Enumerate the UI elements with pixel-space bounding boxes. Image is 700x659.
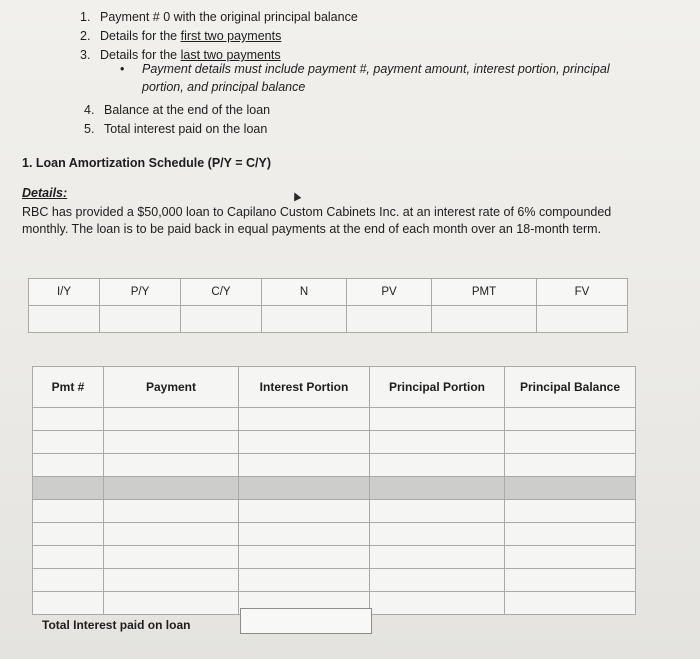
table-row (33, 500, 636, 523)
table-cell[interactable] (104, 500, 239, 523)
requirements-list-continued (84, 101, 270, 139)
mouse-cursor-icon (291, 191, 302, 202)
table-cell[interactable] (505, 500, 636, 523)
tvm-header-pv: PV (347, 279, 432, 306)
list-number: 3. (80, 48, 91, 62)
table-cell (33, 477, 104, 500)
header-principal-portion: Principal Portion (370, 367, 505, 408)
table-cell[interactable] (370, 431, 505, 454)
tvm-header-pmt: PMT (432, 279, 537, 306)
list-text-underlined: first two payments (180, 29, 282, 43)
table-cell[interactable] (239, 500, 370, 523)
tvm-header-py: P/Y (100, 279, 181, 306)
table-cell[interactable] (370, 592, 505, 615)
table-cell[interactable] (239, 569, 370, 592)
bullet-glyph: • (120, 62, 125, 76)
list-text-underlined: last two payments (180, 48, 281, 62)
table-cell[interactable] (104, 569, 239, 592)
tvm-header-n: N (262, 279, 347, 306)
table-cell[interactable] (104, 523, 239, 546)
header-pmt-number: Pmt # (33, 367, 104, 408)
list-number: 1. (80, 10, 91, 24)
list-text: Balance at the end of the loan (104, 103, 271, 117)
table-cell (104, 477, 239, 500)
total-interest-label: Total Interest paid on loan (42, 618, 191, 632)
table-cell[interactable] (33, 592, 104, 615)
table-cell[interactable] (239, 546, 370, 569)
list-number: 4. (84, 103, 95, 117)
table-cell[interactable] (505, 569, 636, 592)
table-row (33, 408, 636, 431)
tvm-cell-pv[interactable] (347, 306, 432, 333)
table-cell[interactable] (370, 500, 505, 523)
list-item (80, 8, 358, 27)
tvm-header-row (29, 279, 628, 306)
list-item (84, 120, 270, 139)
list-item (80, 27, 358, 46)
table-cell[interactable] (33, 431, 104, 454)
header-interest-portion: Interest Portion (239, 367, 370, 408)
table-cell[interactable] (505, 454, 636, 477)
table-cell (239, 477, 370, 500)
requirements-list (80, 8, 358, 65)
tvm-input-row (29, 306, 628, 333)
list-item (84, 101, 270, 120)
header-payment: Payment (104, 367, 239, 408)
amortization-header-row (33, 367, 636, 408)
table-cell[interactable] (104, 592, 239, 615)
table-cell[interactable] (104, 454, 239, 477)
table-cell[interactable] (505, 408, 636, 431)
list-text-prefix: Details for the (100, 29, 181, 43)
tvm-header-cy: C/Y (181, 279, 262, 306)
tvm-cell-py[interactable] (100, 306, 181, 333)
sub-bullet-item (120, 60, 640, 96)
table-cell[interactable] (505, 546, 636, 569)
table-cell (505, 477, 636, 500)
tvm-table (28, 278, 628, 333)
list-text-prefix: Details for the (100, 48, 181, 62)
table-cell[interactable] (33, 523, 104, 546)
sub-bullet-text: Payment details must include payment #, payment amount, interest portion, principal portion, and principal balance (142, 62, 610, 94)
table-cell[interactable] (370, 546, 505, 569)
details-text: RBC has provided a $50,000 loan to Capilano Custom Cabinets Inc. at an interest rate of 6% compounded monthly. The loan is to be paid back in equal payments at the end of each month over an 18-month term. (22, 205, 612, 236)
table-row (33, 523, 636, 546)
table-cell (370, 477, 505, 500)
table-cell[interactable] (33, 546, 104, 569)
table-row (33, 546, 636, 569)
list-number: 2. (80, 29, 91, 43)
table-cell[interactable] (505, 431, 636, 454)
table-cell[interactable] (104, 408, 239, 431)
table-cell[interactable] (33, 569, 104, 592)
details-label: Details: (22, 186, 68, 200)
table-row (33, 569, 636, 592)
table-cell[interactable] (505, 523, 636, 546)
table-cell[interactable] (33, 500, 104, 523)
section-title: 1. Loan Amortization Schedule (P/Y = C/Y) (22, 156, 271, 170)
list-text: Total interest paid on the loan (104, 122, 268, 136)
header-principal-balance: Principal Balance (505, 367, 636, 408)
table-cell[interactable] (370, 454, 505, 477)
table-row (33, 454, 636, 477)
table-cell[interactable] (104, 431, 239, 454)
table-row-shaded (33, 477, 636, 500)
amortization-table (32, 366, 636, 615)
table-cell[interactable] (370, 408, 505, 431)
list-text: Payment # 0 with the original principal balance (100, 10, 358, 24)
tvm-header-iy: I/Y (29, 279, 100, 306)
table-cell[interactable] (239, 523, 370, 546)
table-cell[interactable] (239, 408, 370, 431)
tvm-cell-fv[interactable] (537, 306, 628, 333)
tvm-header-fv: FV (537, 279, 628, 306)
tvm-cell-pmt[interactable] (432, 306, 537, 333)
table-cell[interactable] (33, 408, 104, 431)
table-cell[interactable] (239, 454, 370, 477)
tvm-cell-n[interactable] (262, 306, 347, 333)
table-cell[interactable] (370, 523, 505, 546)
table-cell[interactable] (33, 454, 104, 477)
tvm-cell-iy[interactable] (29, 306, 100, 333)
total-interest-input[interactable] (240, 608, 372, 634)
table-cell[interactable] (505, 592, 636, 615)
table-cell[interactable] (104, 546, 239, 569)
table-cell[interactable] (370, 569, 505, 592)
tvm-cell-cy[interactable] (181, 306, 262, 333)
table-cell[interactable] (239, 431, 370, 454)
table-row (33, 431, 636, 454)
list-number: 5. (84, 122, 95, 136)
